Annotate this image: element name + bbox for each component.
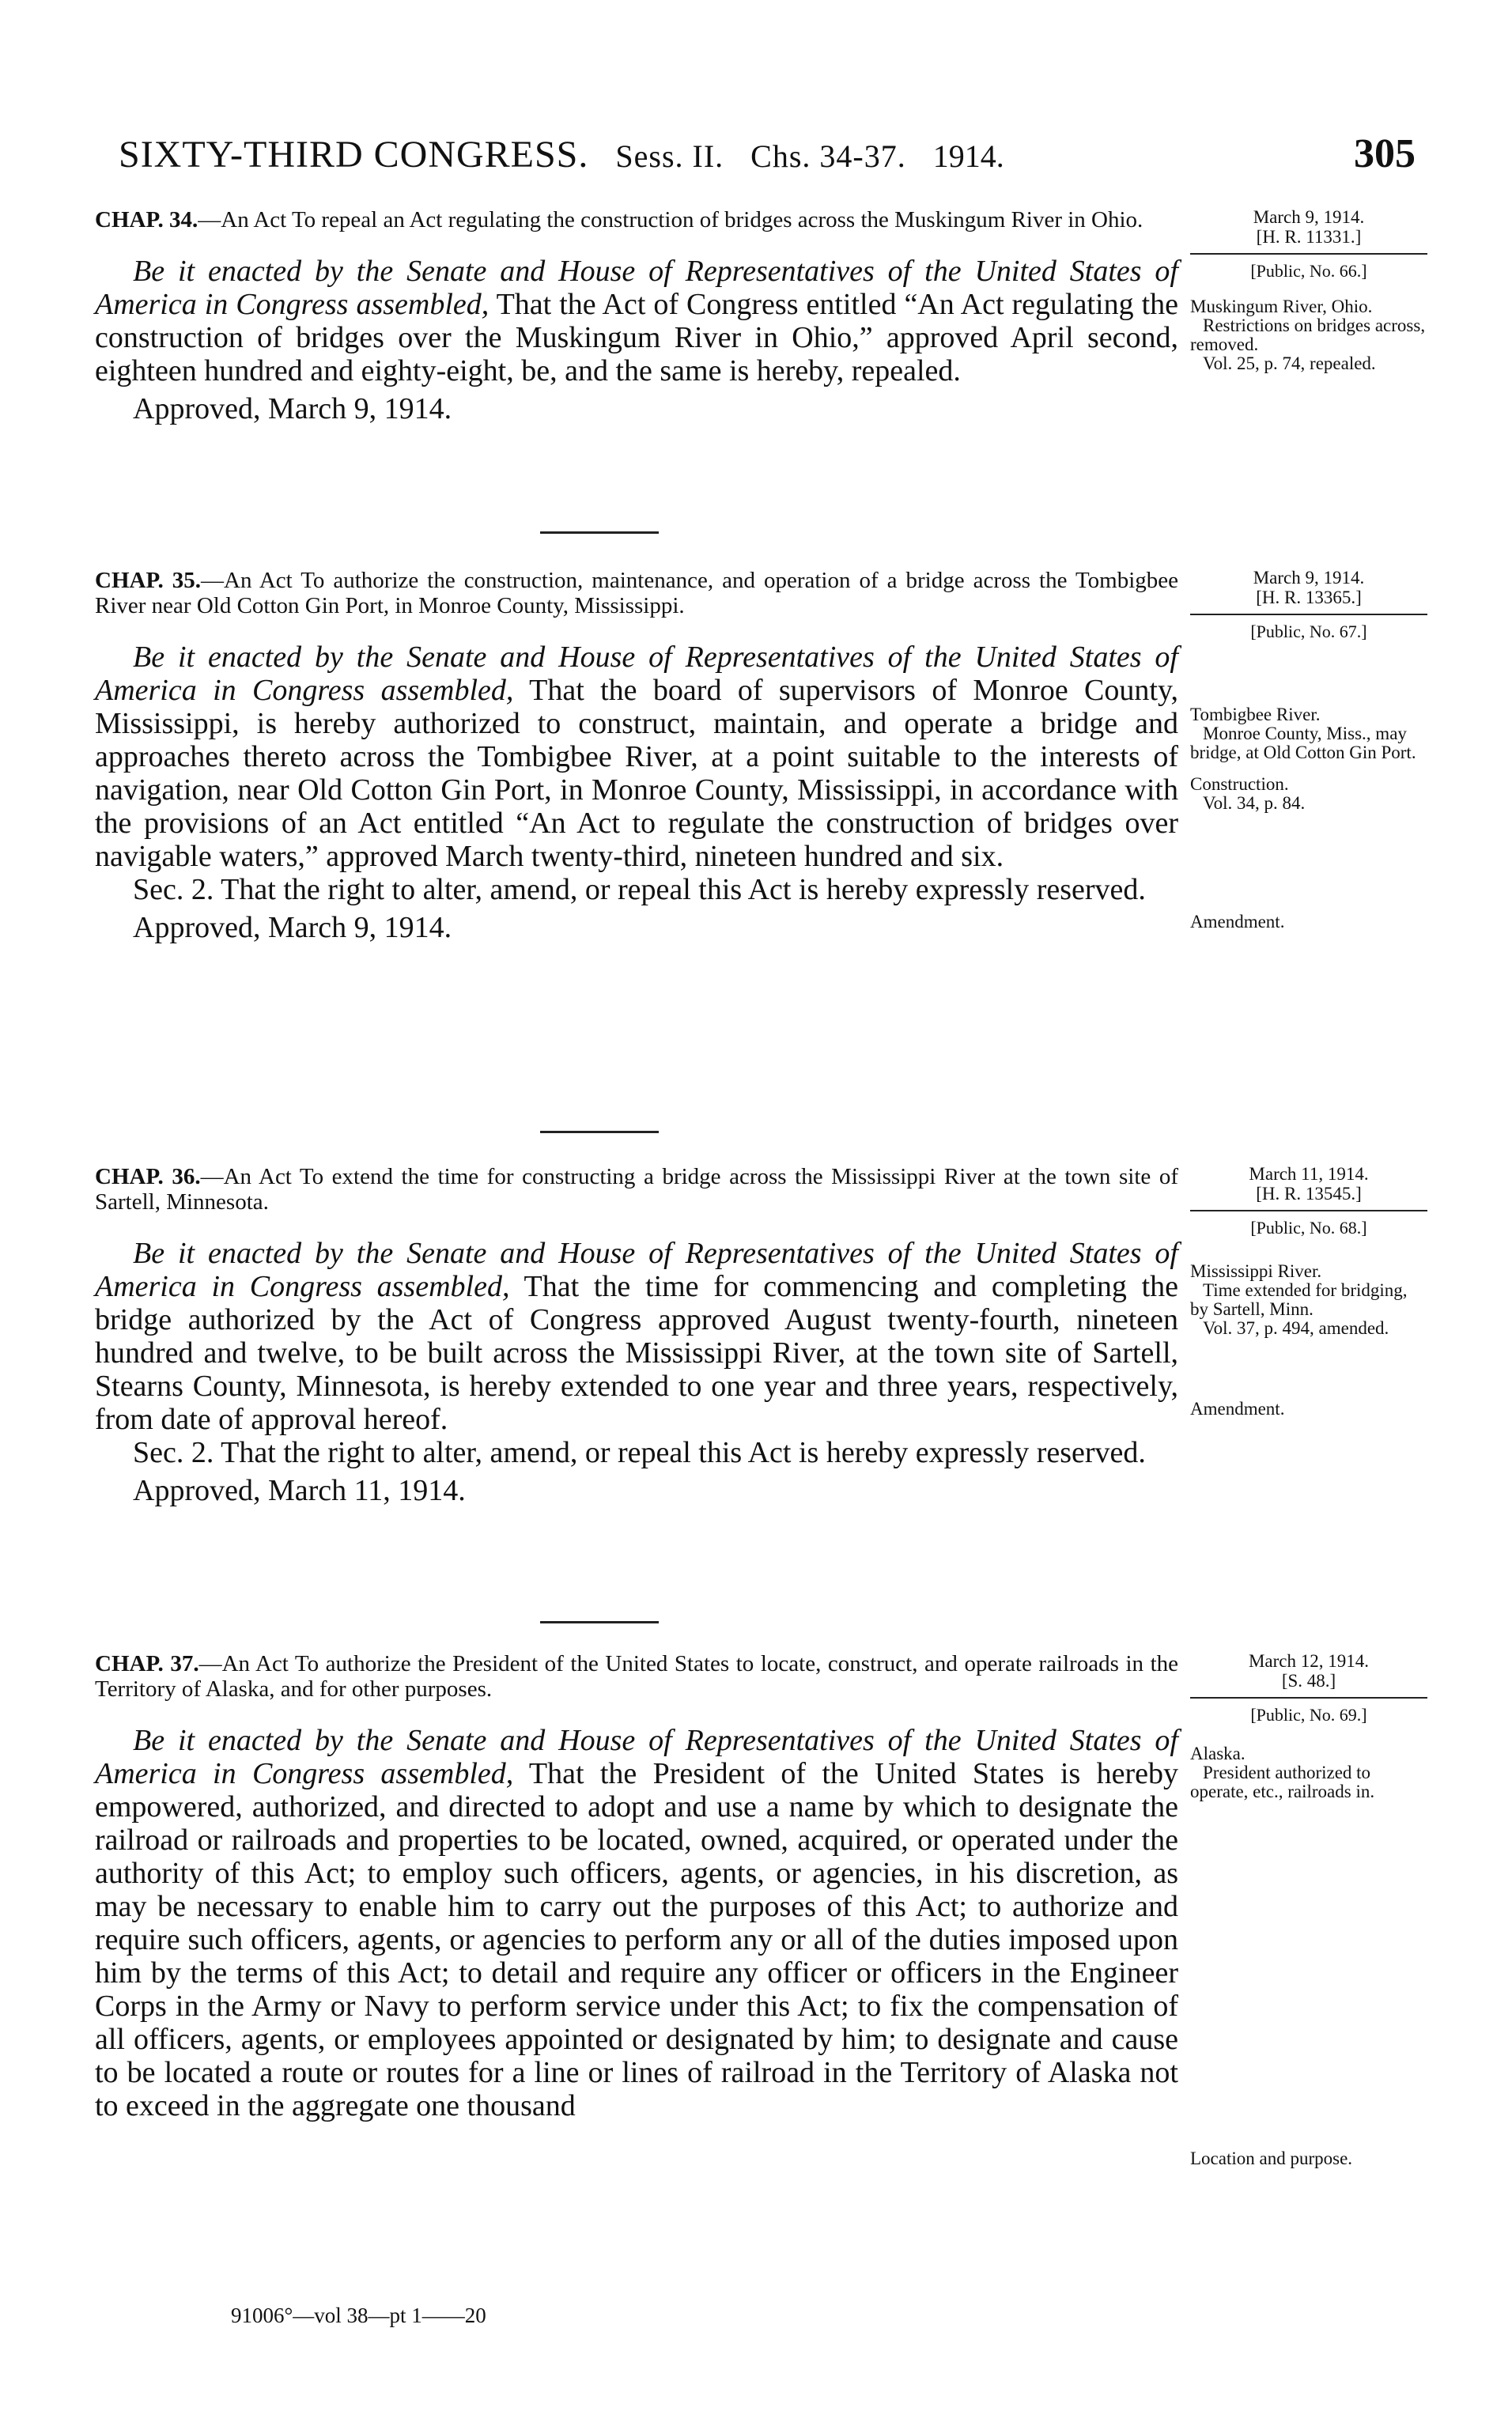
separator-rule: [540, 531, 659, 534]
running-head: [119, 130, 1416, 194]
margin-note-amendment: Amendment.: [1190, 1399, 1285, 1419]
margin-notes: [1190, 1164, 1427, 1419]
chapter-title: CHAP. 36.—An Act To extend the time for constructing a bridge across the Mississippi River at the town site of Sartell, Minnesota.: [95, 1164, 1178, 1215]
margin-note: Construction. Vol. 34, p. 84.: [1190, 774, 1306, 813]
margin-notes: [1190, 568, 1427, 932]
margin-notes: [1190, 207, 1427, 373]
margin-public-law: [Public, No. 67.]: [1250, 622, 1367, 641]
chapter-36: [95, 1164, 1423, 1507]
separator-rule: [540, 1131, 659, 1133]
session-heading: Sess. II.: [615, 138, 724, 174]
enacting-clause: Be it enacted by the Senate and House of Representatives of the United States of America in Congress assembled, That the time for commencing and completing the bridge authorized by the Act of Congress approved August twenty-fourth, nineteen hundred and twelve, to be built across the Mississippi River, at the town site of Sartell, Stearns County, Minnesota, is hereby extended to one year and three years, respectively, from date of approval hereof.: [95, 1237, 1179, 1436]
margin-note: Mississippi River. Time extended for bridging, by Sartell, Minn. Vol. 37, p. 494, amended.: [1190, 1261, 1408, 1338]
congress-heading: SIXTY-THIRD CONGRESS.: [119, 134, 589, 176]
margin-note-location: Location and purpose.: [1190, 2149, 1353, 2168]
margin-rule: [1190, 1210, 1427, 1211]
margin-note: Tombigbee River. Monroe County, Miss., may bridge, at Old Cotton Gin Port.: [1190, 705, 1416, 762]
approval-line: Approved, March 9, 1914.: [133, 911, 452, 944]
margin-bill: [H. R. 13545.]: [1256, 1184, 1362, 1204]
chapter-title: CHAP. 35.—An Act To authorize the construction, maintenance, and operation of a bridge across the Tombigbee River near Old Cotton Gin Port, in Monroe County, Mississippi.: [95, 568, 1178, 618]
signature-footer: 91006°—vol 38—pt 1——20: [231, 2304, 486, 2327]
section-2: Sec. 2. That the right to alter, amend, or repeal this Act is hereby expressly reserved.: [133, 1436, 1146, 1469]
approval-line: Approved, March 11, 1914.: [133, 1474, 466, 1507]
margin-rule: [1190, 614, 1427, 615]
margin-public-law: [Public, No. 69.]: [1250, 1705, 1367, 1725]
chapter-37: [95, 1651, 1423, 2168]
year-heading: 1914.: [932, 138, 1004, 174]
margin-public-law: [Public, No. 68.]: [1250, 1218, 1367, 1238]
margin-note: Alaska. President authorized to operate, etc., railroads in.: [1190, 1744, 1375, 1801]
page-number: 305: [1354, 131, 1416, 176]
approval-line: Approved, March 9, 1914.: [133, 392, 452, 425]
margin-bill: [H. R. 13365.]: [1256, 588, 1362, 607]
margin-bill: [S. 48.]: [1281, 1671, 1336, 1691]
margin-note-amendment: Amendment.: [1190, 912, 1285, 932]
margin-note: Muskingum River, Ohio. Restrictions on bridges across, removed. Vol. 25, p. 74, repealed.: [1190, 297, 1426, 373]
margin-date: March 9, 1914.: [1253, 568, 1365, 588]
enacting-clause: Be it enacted by the Senate and House of Representatives of the United States of America in Congress assembled, That the Act of Congress entitled “An Act regulating the construction of bridges over the Muskingum River in Ohio,” approved April second, eighteen hundred and eighty-eight, be, and the same is hereby, repealed.: [95, 255, 1178, 387]
margin-rule: [1190, 1697, 1427, 1699]
chapter-title: CHAP. 34.—An Act To repeal an Act regulating the construction of bridges across the Muskingum River in Ohio.: [95, 207, 1143, 232]
margin-date: March 9, 1914.: [1253, 207, 1365, 227]
margin-public-law: [Public, No. 66.]: [1250, 261, 1367, 281]
chapter-34: [95, 207, 1426, 425]
enacting-clause: Be it enacted by the Senate and House of Representatives of the United States of America in Congress assembled, That the President of the United States is hereby empowered, authorized, and directed to adopt and use a name by which to designate the railroad or railroads and properties to be located, owned, acquired, or operated under the authority of this Act; to employ such officers, agents, or agencies, in his discretion, as may be necessary to enable him to carry out the purposes of this Act; to authorize and require such officers, agents, or agencies to perform any or all of the duties imposed upon him by the terms of this Act; to detail and require any officer or officers in the Engineer Corps in the Army or Navy to perform service under this Act; to fix the compensation of all officers, agents, or employees appointed or designated by him; to designate and cause to be located a route or routes for a line or lines of railroad in the Territory of Alaska not to exceed in the aggregate one thousand: [95, 1724, 1178, 2122]
separator-rule: [540, 1621, 659, 1623]
margin-notes: [1190, 1651, 1427, 2168]
margin-date: March 11, 1914.: [1249, 1164, 1369, 1184]
chapters-heading: Chs. 34-37.: [750, 138, 906, 174]
chapter-title: CHAP. 37.—An Act To authorize the President of the United States to locate, construct, and operate railroads in the Territory of Alaska, and for other purposes.: [95, 1651, 1179, 1702]
chapter-35: [95, 568, 1423, 944]
section-2: Sec. 2. That the right to alter, amend, or repeal this Act is hereby expressly reserved.: [133, 873, 1146, 906]
enacting-clause: Be it enacted by the Senate and House of Representatives of the United States of America in Congress assembled, That the board of supervisors of Monroe County, Mississippi, is hereby authorized to construct, maintain, and operate a bridge and approaches thereto across the Tombigbee River, at a point suitable to the interests of navigation, near Old Cotton Gin Port, in Monroe County, Mississippi, in accordance with the provisions of an Act entitled “An Act to regulate the construction of bridges over navigable waters,” approved March twenty-third, nineteen hundred and six.: [95, 641, 1178, 873]
margin-date: March 12, 1914.: [1248, 1651, 1370, 1671]
margin-rule: [1190, 253, 1427, 255]
margin-bill: [H. R. 11331.]: [1256, 227, 1362, 247]
